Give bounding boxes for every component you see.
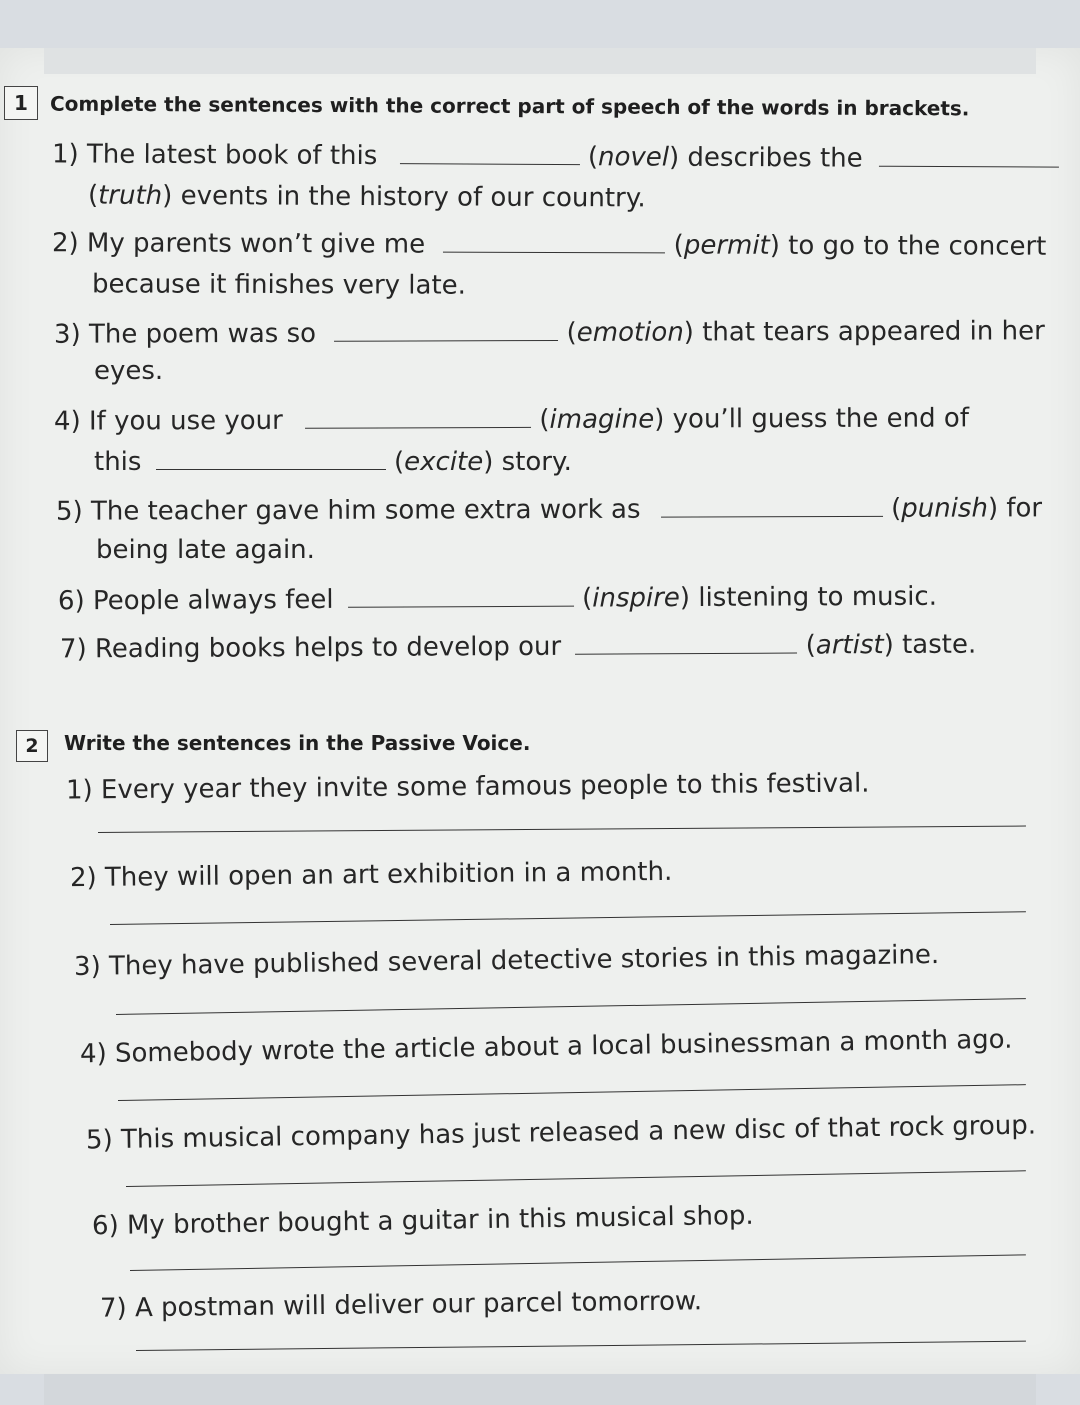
task1-item-4-line2: this (excite) story. <box>94 447 572 477</box>
task1-item-3-line2: eyes. <box>94 356 164 386</box>
task1-item-2-line1: 2) My parents won’t give me (permit) to go to the concert <box>51 228 1047 262</box>
page-bottom-edge-inner <box>44 1374 1036 1405</box>
answer-blank[interactable] <box>334 322 558 342</box>
task1-item-1-line1: 1) The latest book of this (novel) describes the <box>52 139 1059 174</box>
answer-blank[interactable] <box>443 234 665 254</box>
answer-blank[interactable] <box>156 451 386 470</box>
answer-blank[interactable] <box>305 409 531 429</box>
task2-item-1: 1) Every year they invite some famous people to this festival. <box>65 768 870 806</box>
task2-item-5: 5) This musical company has just released a new disc of that rock group. <box>85 1110 1037 1156</box>
task1-instruction: Complete the sentences with the correct part of speech of the words in brackets. <box>49 91 970 121</box>
task2-item-4: 4) Somebody wrote the article about a local businessman a month ago. <box>79 1024 1013 1070</box>
task2-item-6: 6) My brother bought a guitar in this musical shop. <box>91 1200 754 1242</box>
answer-blank[interactable] <box>400 145 580 165</box>
task1-item-1-line2: (truth) events in the history of our country. <box>87 180 646 214</box>
task2-item-3: 3) They have published several detective stories in this magazine. <box>73 939 940 983</box>
task2-number-box: 2 <box>16 730 48 762</box>
task1-item-6: 6) People always feel (inspire) listening to music. <box>57 581 938 617</box>
task1-item-4-line1: 4) If you use your (imagine) you’ll guess the end of <box>53 403 970 437</box>
answer-blank[interactable] <box>879 148 1059 168</box>
page-top-edge <box>44 48 1036 74</box>
task1-item-7: 7) Reading books helps to develop our (artist) taste. <box>59 629 977 665</box>
answer-blank[interactable] <box>348 588 574 608</box>
task2-instruction: Write the sentences in the Passive Voice. <box>64 731 531 755</box>
task1-item-5-line2: being late again. <box>96 535 315 565</box>
task1-item-2-line2: because it finishes very late. <box>91 269 467 301</box>
task1-item-5-line1: 5) The teacher gave him some extra work as (punish) for <box>55 493 1043 527</box>
answer-blank[interactable] <box>661 498 883 518</box>
task1-number-box: 1 <box>4 86 38 120</box>
answer-blank[interactable] <box>575 635 797 655</box>
task1-item-3-line1: 3) The poem was so (emotion) that tears appeared in her <box>53 316 1045 350</box>
task2-item-7: 7) A postman will deliver our parcel tomorrow. <box>99 1286 703 1324</box>
task2-item-2: 2) They will open an art exhibition in a month. <box>69 856 673 894</box>
